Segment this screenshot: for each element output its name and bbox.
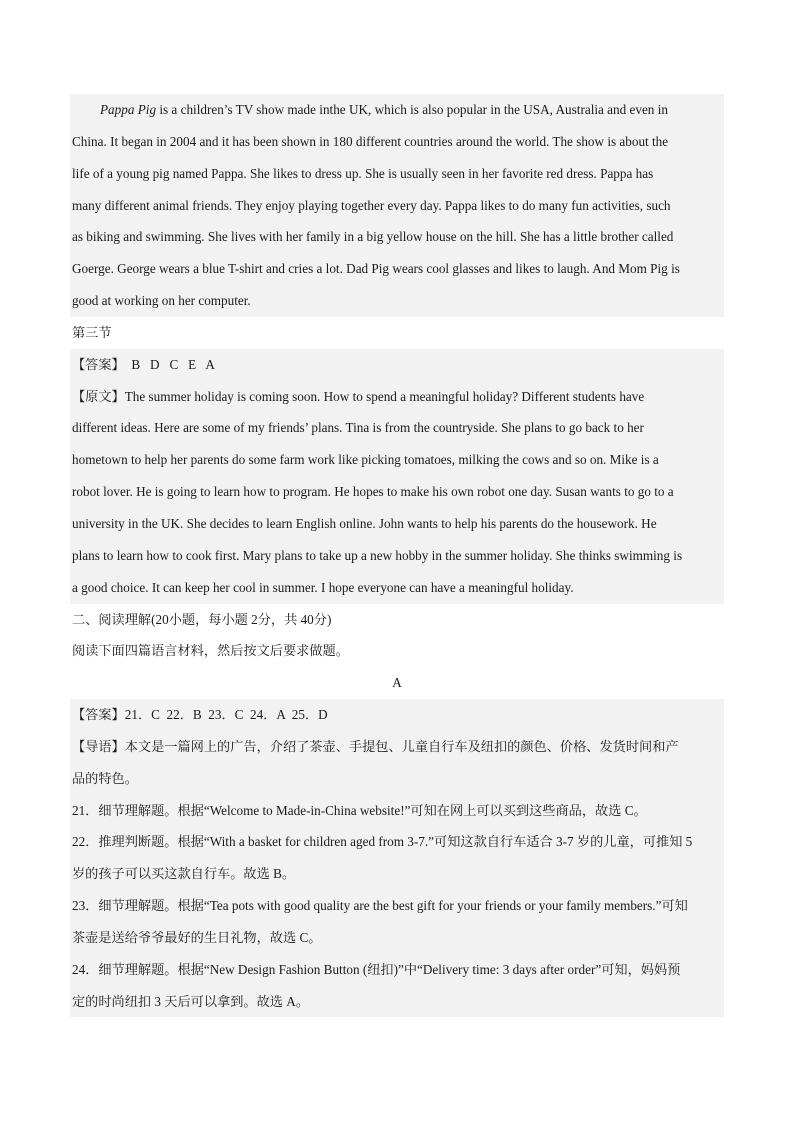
q24-explanation-line-1: 24．细节理解题。根据“New Design Fashion Button (纽扣)”中“Delivery time: 3 days after order”可知，妈妈预 — [70, 954, 724, 986]
passage1-text: is a children’s TV show made inthe UK, which is also popular in the USA, Australia and even in — [156, 102, 668, 117]
q24-explanation-line-2: 定的时尚纽扣 3 天后可以拿到。故选 A。 — [70, 986, 724, 1018]
guide-line-1 — [70, 731, 724, 763]
passage1-line-3: life of a young pig named Pappa. She likes to dress up. She is usually seen in her favorite red dress. Pappa has — [70, 158, 724, 190]
part2-heading: 二、阅读理解(20小题，每小题 2分，共 40分) — [72, 611, 332, 627]
section3-answer-line — [70, 349, 724, 381]
document-content — [70, 94, 724, 1017]
section3-original-line-7: a good choice. It can keep her cool in summer. I hope everyone can have a meaningful holiday. — [70, 572, 724, 604]
answer-label: 【答案】 — [72, 707, 125, 723]
answer-label: 【答案】 — [72, 356, 125, 372]
passage1-line-6: Goerge. George wears a blue T-shirt and cries a lot. Dad Pig wears cool glasses and likes to laugh. And Mom Pig is — [70, 253, 724, 285]
section3-original-line-1 — [70, 381, 724, 413]
part2-instruction: 阅读下面四篇语言材料，然后按文后要求做题。 — [72, 643, 349, 659]
original-text: The summer holiday is coming soon. How to spend a meaningful holiday? Different students have — [124, 388, 645, 404]
passage1-line-1 — [70, 94, 724, 126]
passage1-line-4: many different animal friends. They enjoy playing together every day. Pappa likes to do many fun activities, such — [70, 190, 724, 222]
section3-original-line-4: robot lover. He is going to learn how to program. He hopes to make his own robot one day. Susan wants to go to a — [70, 476, 724, 508]
answer-value: B D C E A — [124, 356, 215, 372]
guide-label: 【导语】 — [72, 738, 125, 754]
q23-explanation-line-1: 23．细节理解题。根据“Tea pots with good quality are the best gift for your friends or your family members.”可知 — [70, 890, 724, 922]
passage1-line-2: China. It began in 2004 and it has been shown in 180 different countries around the world. The show is about the — [70, 126, 724, 158]
passage1-line-7: good at working on her computer. — [70, 285, 724, 317]
section3-heading: 第三节 — [72, 324, 112, 340]
section3-original-line-5: university in the UK. She decides to learn English online. John wants to help his parents do the housework. He — [70, 508, 724, 540]
passage-letter: A — [392, 675, 402, 691]
part2-answer-line — [70, 699, 724, 731]
q21-explanation: 21．细节理解题。根据“Welcome to Made-in-China website!”可知在网上可以买到这些商品，故选 C。 — [70, 795, 724, 827]
q23-explanation-line-2: 茶壶是送给爷爷最好的生日礼物，故选 C。 — [70, 922, 724, 954]
answer-value: 21．C 22．B 23．C 24．A 25．D — [124, 707, 328, 723]
section3-original-line-2: different ideas. Here are some of my friends’ plans. Tina is from the countryside. She plans to go back to her — [70, 412, 724, 444]
section3-original-line-6: plans to learn how to cook first. Mary plans to take up a new hobby in the summer holiday. She thinks swimming is — [70, 540, 724, 572]
guide-line-2: 品的特色。 — [70, 763, 724, 795]
passage1-line-5: as biking and swimming. She lives with her family in a big yellow house on the hill. She has a little brother called — [70, 221, 724, 253]
show-title: Pappa Pig — [100, 102, 157, 117]
original-label: 【原文】 — [72, 388, 125, 404]
guide-text: 本文是一篇网上的广告，介绍了茶壶、手提包、儿童自行车及纽扣的颜色、价格、发货时间和产 — [124, 738, 679, 754]
q22-explanation-line-2: 岁的孩子可以买这款自行车。故选 B。 — [70, 858, 724, 890]
section3-original-line-3: hometown to help her parents do some farm work like picking tomatoes, milking the cows and so on. Mike is a — [70, 444, 724, 476]
q22-explanation-line-1: 22．推理判断题。根据“With a basket for children aged from 3-7.”可知这款自行车适合 3-7 岁的儿童，可推知 5 — [70, 826, 724, 858]
